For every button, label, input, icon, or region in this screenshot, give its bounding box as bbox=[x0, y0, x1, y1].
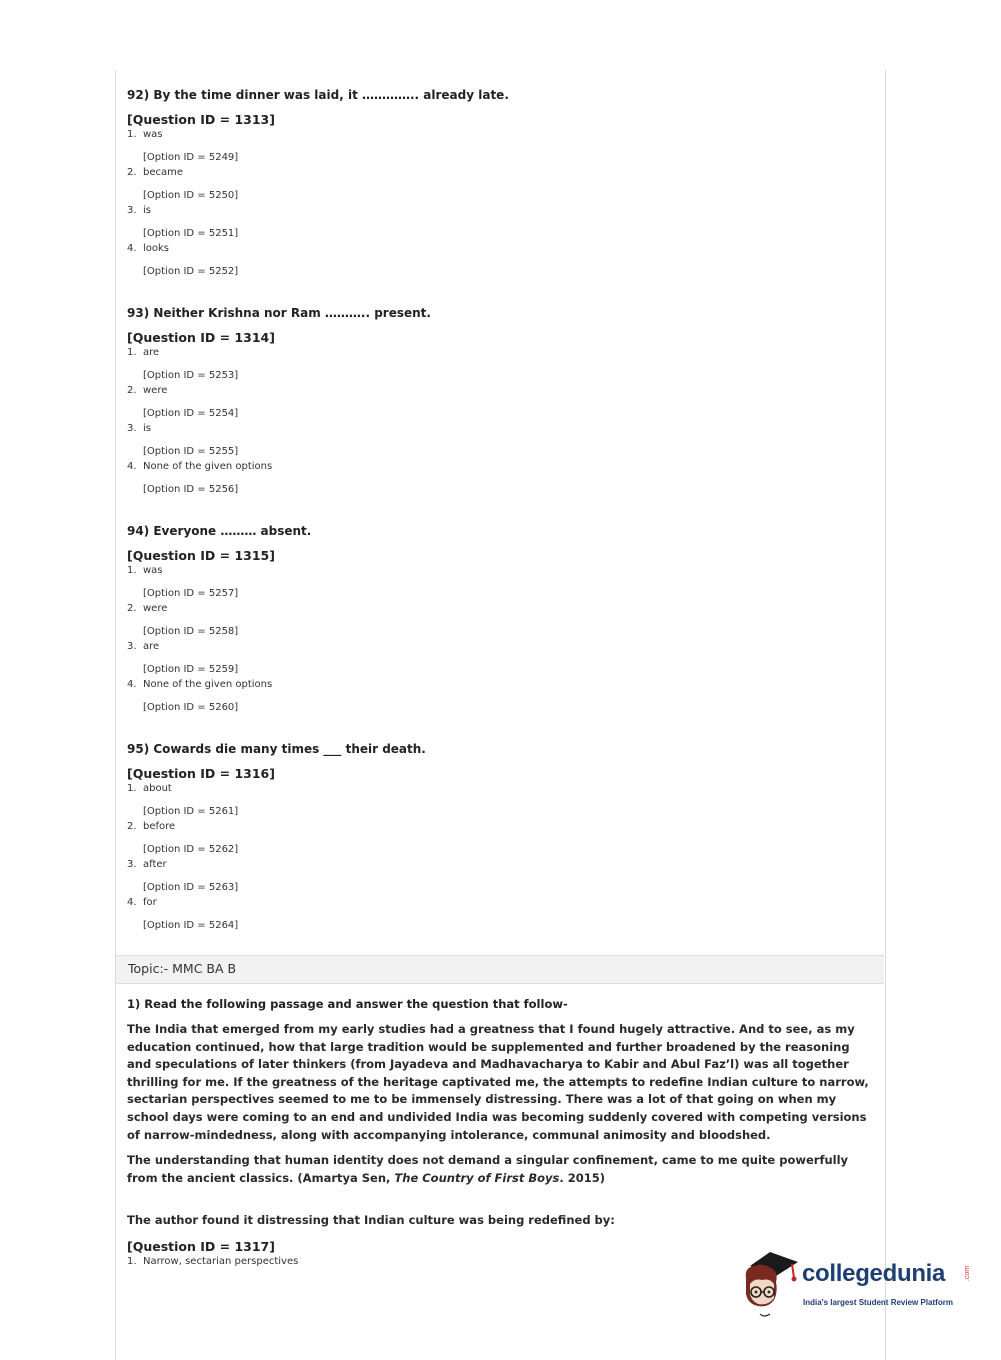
question-95 bbox=[127, 740, 872, 934]
question-92 bbox=[127, 86, 872, 280]
option-id: [Option ID = 5260] bbox=[143, 702, 239, 713]
option: 3. is bbox=[127, 423, 151, 434]
option: 1. was bbox=[127, 565, 163, 576]
option: 4. None of the given options bbox=[127, 461, 273, 472]
question-id: [Question ID = 1314] bbox=[127, 330, 275, 345]
option: 2. before bbox=[127, 821, 176, 832]
option: 2. became bbox=[127, 167, 184, 178]
option: 1. Narrow, sectarian perspectives bbox=[127, 1255, 299, 1267]
logo-domain: .com bbox=[964, 1265, 972, 1282]
question-id: [Question ID = 1313] bbox=[127, 112, 275, 127]
option-id: [Option ID = 5264] bbox=[143, 920, 239, 931]
collegedunia-logo bbox=[740, 1248, 972, 1320]
topic-label: Topic:- MMC BA B bbox=[128, 961, 237, 976]
question-94 bbox=[127, 522, 872, 716]
question-id: [Question ID = 1317] bbox=[127, 1238, 275, 1254]
option: 2. were bbox=[127, 385, 168, 396]
question-title: 95) Cowards die many times ___ their death. bbox=[127, 742, 426, 756]
option: 3. are bbox=[127, 641, 160, 652]
option-id: [Option ID = 5255] bbox=[143, 446, 239, 457]
option-id: [Option ID = 5250] bbox=[143, 190, 239, 201]
option: 4. for bbox=[127, 897, 157, 908]
passage-paragraph-2: The understanding that human identity does not demand a singular confinement, came to me quite powerfully from the ancient classics. (Amartya Sen, The Country of First Boys. 2015) bbox=[127, 1153, 849, 1185]
question-id: [Question ID = 1315] bbox=[127, 548, 275, 563]
option-id: [Option ID = 5249] bbox=[143, 152, 239, 163]
option-id: [Option ID = 5252] bbox=[143, 266, 239, 277]
logo-tagline: India's largest Student Review Platform bbox=[803, 1298, 953, 1307]
question-93 bbox=[127, 304, 872, 498]
option: 4. looks bbox=[127, 243, 170, 254]
option-id: [Option ID = 5256] bbox=[143, 484, 239, 495]
passage-title: 1) Read the following passage and answer the question that follow- bbox=[127, 997, 568, 1011]
option-id: [Option ID = 5258] bbox=[143, 626, 239, 637]
question-title: 92) By the time dinner was laid, it ………….. already late. bbox=[127, 88, 509, 102]
passage-question bbox=[127, 995, 872, 1269]
book-title: The Country of First Boys bbox=[394, 1170, 560, 1185]
passage-question-text: The author found it distressing that Indian culture was being redefined by: bbox=[127, 1213, 615, 1228]
option: 4. None of the given options bbox=[127, 679, 273, 690]
mascot-icon bbox=[740, 1248, 804, 1320]
logo-wordmark: collegedunia bbox=[802, 1260, 946, 1287]
option-id: [Option ID = 5254] bbox=[143, 408, 239, 419]
option: 2. were bbox=[127, 603, 168, 614]
option-id: [Option ID = 5251] bbox=[143, 228, 239, 239]
question-title: 94) Everyone ……… absent. bbox=[127, 524, 312, 538]
option-id: [Option ID = 5261] bbox=[143, 806, 239, 817]
option: 3. after bbox=[127, 859, 167, 870]
option: 1. was bbox=[127, 129, 163, 140]
option: 1. are bbox=[127, 347, 160, 358]
option: 1. about bbox=[127, 783, 172, 794]
option-id: [Option ID = 5253] bbox=[143, 370, 239, 381]
passage-paragraph-1: The India that emerged from my early studies had a greatness that I found hugely attractive. And to see, as my education continued, how that large tradition would be supplemented and further broadened by the reasoning and speculations of later thinkers (from Jayadeva and Madhavacharya to Kabir and Abul Faz’l) was all together thrilling for me. If the greatness of the heritage captivated me, the attempts to redefine Indian culture to narrow, sectarian perspectives seemed to me to be immensely distressing. There was a lot of that going on when my school days were coming to an end and undivided India was becoming suddenly covered with competing versions of narrow-mindedness, along with accompanying intolerance, communal animosity and bloodshed. bbox=[127, 1022, 869, 1142]
question-id: [Question ID = 1316] bbox=[127, 766, 275, 781]
option-id: [Option ID = 5257] bbox=[143, 588, 239, 599]
question-title: 93) Neither Krishna nor Ram ……….. present. bbox=[127, 306, 431, 320]
topic-header bbox=[116, 955, 884, 984]
option-id: [Option ID = 5263] bbox=[143, 882, 239, 893]
option: 3. is bbox=[127, 205, 151, 216]
option-id: [Option ID = 5259] bbox=[143, 664, 239, 675]
option-id: [Option ID = 5262] bbox=[143, 844, 239, 855]
